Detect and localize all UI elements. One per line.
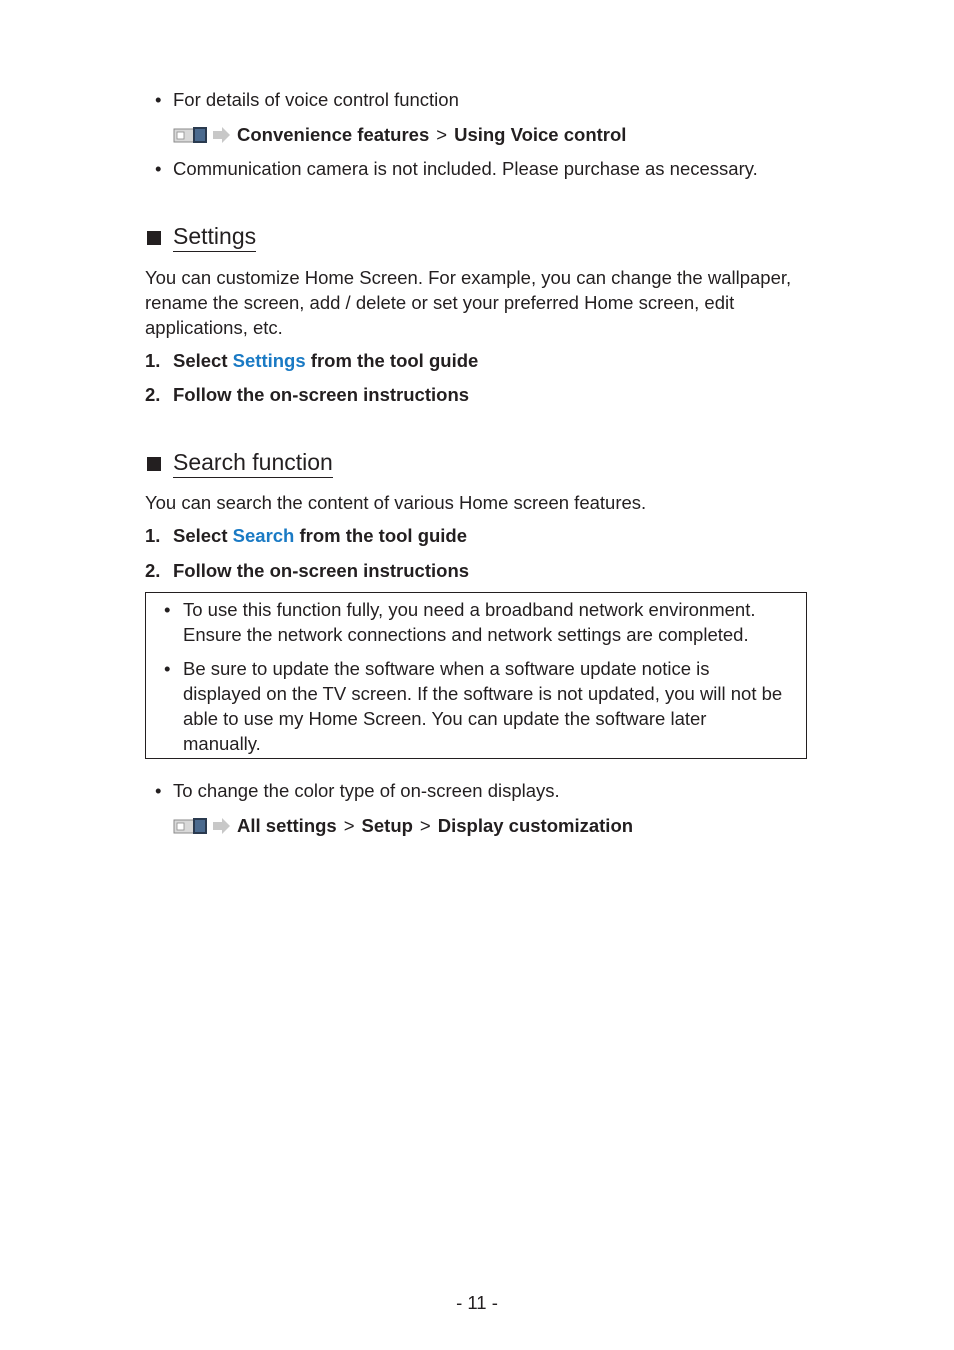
bullet-color-type bbox=[155, 780, 560, 802]
note-text: To use this function fully, you need a broadband network environment. Ensure the network connections and network settings are completed. bbox=[183, 599, 756, 645]
section-title: Settings bbox=[173, 223, 256, 252]
ref-separator: > bbox=[419, 815, 431, 836]
step-text: from the tool guide bbox=[294, 525, 468, 546]
reference-voice-control[interactable] bbox=[173, 124, 626, 146]
bullet-dot: • bbox=[155, 780, 162, 801]
page-number: - 11 - bbox=[456, 1292, 498, 1313]
ref-separator: > bbox=[343, 815, 355, 836]
step-text: from the tool guide bbox=[305, 350, 479, 371]
step-text: Select bbox=[173, 350, 233, 371]
step-text: Follow the on-screen instructions bbox=[173, 560, 470, 581]
bullet-dot: • bbox=[164, 658, 171, 679]
search-description: You can search the content of various Home screen features. bbox=[145, 492, 647, 513]
bullet-voice-control bbox=[155, 89, 459, 111]
ref-item: Setup bbox=[361, 815, 413, 836]
heading-square-icon bbox=[147, 231, 161, 245]
ref-item: Using Voice control bbox=[454, 124, 627, 145]
ref-item: All settings bbox=[237, 815, 337, 836]
ref-separator: > bbox=[436, 124, 448, 145]
ref-item: Convenience features bbox=[237, 124, 430, 145]
heading-square-icon bbox=[147, 457, 161, 471]
settings-step-2 bbox=[145, 384, 469, 406]
note-item bbox=[164, 597, 784, 647]
ref-item: Display customization bbox=[437, 815, 634, 836]
search-heading bbox=[147, 449, 333, 478]
manual-reference-icon bbox=[173, 124, 231, 146]
step-text: Select bbox=[173, 525, 233, 546]
step-number: 2. bbox=[145, 384, 161, 405]
note-box bbox=[145, 592, 807, 759]
bullet-text: Communication camera is not included. Please purchase as necessary. bbox=[173, 158, 758, 179]
settings-step-1 bbox=[145, 350, 478, 372]
bullet-dot: • bbox=[155, 89, 162, 110]
step-number: 2. bbox=[145, 560, 161, 581]
search-step-2 bbox=[145, 560, 469, 582]
section-title: Search function bbox=[173, 449, 333, 478]
bullet-dot: • bbox=[155, 158, 162, 179]
settings-heading bbox=[147, 223, 256, 252]
bullet-camera bbox=[155, 158, 758, 180]
step-text: Follow the on-screen instructions bbox=[173, 384, 470, 405]
reference-display-customization[interactable] bbox=[173, 815, 633, 837]
bullet-text: To change the color type of on-screen displays. bbox=[173, 780, 560, 801]
search-step-1 bbox=[145, 525, 467, 547]
step-number: 1. bbox=[145, 525, 161, 546]
step-number: 1. bbox=[145, 350, 161, 371]
note-text: Be sure to update the software when a software update notice is displayed on the TV screen. If the software is not updated, you will not be able to use my Home Screen. You can update the software later manually. bbox=[183, 658, 783, 754]
bullet-text: For details of voice control function bbox=[173, 89, 459, 110]
settings-link[interactable]: Settings bbox=[232, 350, 306, 371]
search-link[interactable]: Search bbox=[232, 525, 295, 546]
manual-reference-icon bbox=[173, 815, 231, 837]
bullet-dot: • bbox=[164, 599, 171, 620]
settings-description: You can customize Home Screen. For example, you can change the wallpaper, rename the screen, add / delete or set your preferred Home screen, edit applications, etc. bbox=[145, 267, 792, 338]
note-item bbox=[164, 656, 784, 756]
